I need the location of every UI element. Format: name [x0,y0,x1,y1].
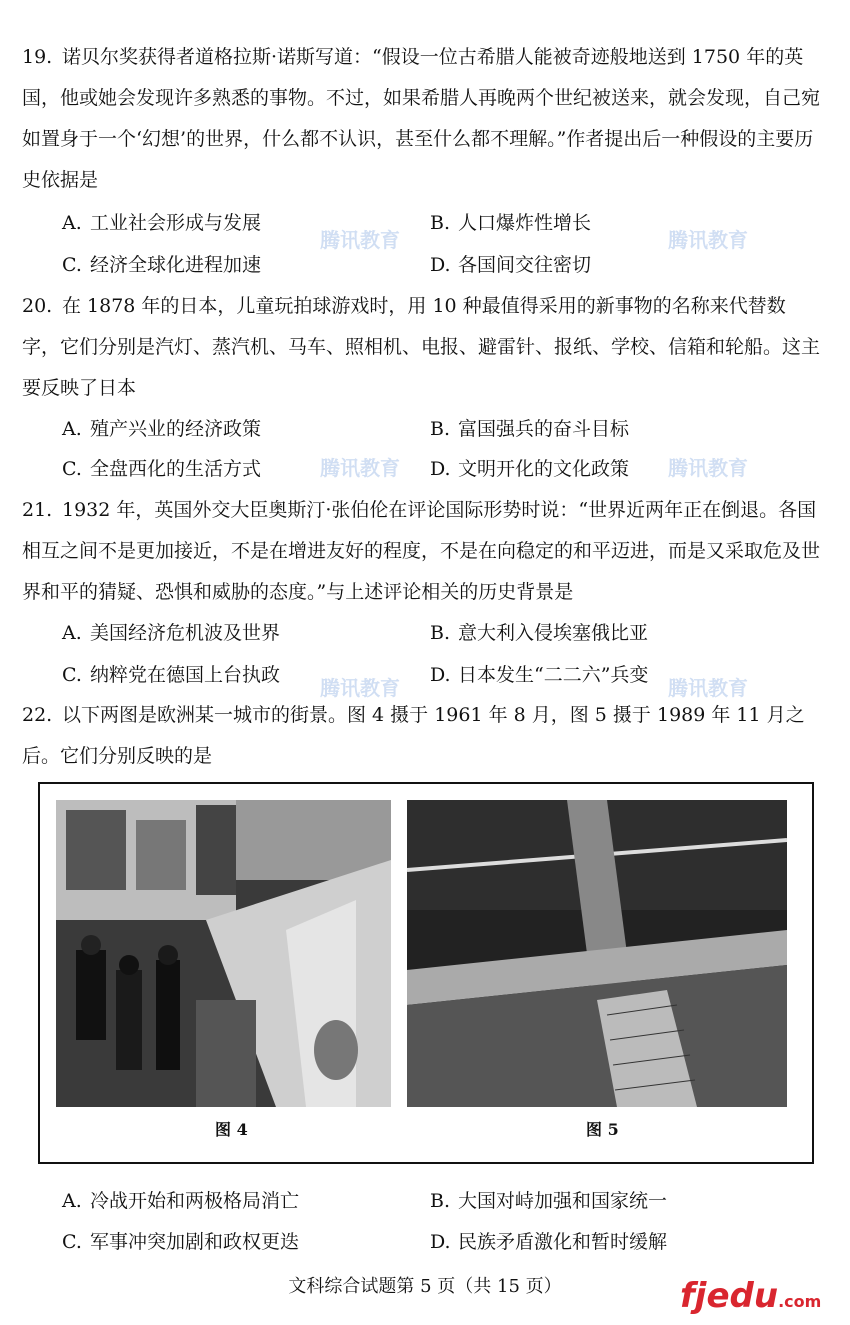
option-text: 全盘西化的生活方式 [90,458,262,480]
option-letter: B. [430,622,451,644]
option-d[interactable] [430,250,591,280]
option-text: 人口爆炸性增长 [458,212,592,234]
page-footer: 文科综合试题第 5 页（共 15 页） [288,1276,562,1297]
question-number: 19. [22,46,53,68]
option-text: 富国强兵的奋斗目标 [458,418,630,440]
question-number: 21. [22,499,53,521]
question-text: 1932 年，英国外交大臣奥斯汀·张伯伦在评论国际形势时说：“世界近两年正在倒退。各国相互之间不是更加接近，不是在增进友好的程度，不是在向稳定的和平迈进，而是又采取危及世界和平的猜疑、恐惧和威胁的态度。”与上述评论相关的历史背景是 [22,499,821,603]
option-text: 美国经济危机波及世界 [90,622,281,644]
figure-panel [38,782,814,1164]
option-a[interactable] [62,414,261,444]
watermark: 腾讯教育 [320,676,400,700]
option-text: 纳粹党在德国上台执政 [90,664,281,686]
option-letter: C. [62,664,82,686]
option-letter: A. [62,622,82,644]
watermark: 腾讯教育 [668,456,748,480]
option-d[interactable] [430,454,629,484]
option-letter: C. [62,458,82,480]
option-text: 大国对峙加强和国家统一 [458,1190,668,1212]
logo-text: fjedu [680,1276,779,1316]
option-a[interactable] [62,208,261,238]
option-letter: C. [62,254,82,276]
option-text: 意大利入侵埃塞俄比亚 [458,622,649,644]
option-text: 殖产兴业的经济政策 [90,418,262,440]
option-c[interactable] [62,660,280,690]
question-19 [22,37,822,201]
option-letter: D. [430,458,451,480]
watermark: 腾讯教育 [320,456,400,480]
option-text: 经济全球化进程加速 [90,254,262,276]
question-21 [22,490,822,613]
option-b[interactable] [430,1186,667,1216]
figure-5-photo [407,800,787,1107]
option-c[interactable] [62,250,261,280]
watermark: 腾讯教育 [668,228,748,252]
option-c[interactable] [62,454,261,484]
option-a[interactable] [62,1186,299,1216]
option-letter: B. [430,418,451,440]
option-c[interactable] [62,1227,299,1257]
question-text: 诺贝尔奖获得者道格拉斯·诺斯写道：“假设一位古希腊人能被奇迹般地送到 1750 年的英国，他或她会发现许多熟悉的事物。不过，如果希腊人再晚两个世纪被送来，就会发现，自己宛如置身于一个‘幻想’的世界，什么都不认识，甚至什么都不理解。”作者提出后一种假设的主要历史依据是 [22,46,821,191]
option-d[interactable] [430,1227,667,1257]
watermark: 腾讯教育 [320,228,400,252]
question-number: 20. [22,295,53,317]
option-text: 民族矛盾激化和暂时缓解 [458,1231,668,1253]
option-text: 军事冲突加剧和政权更迭 [90,1231,300,1253]
question-22 [22,695,822,777]
street-crowd-image [56,800,391,1107]
option-letter: C. [62,1231,82,1253]
option-letter: B. [430,1190,451,1212]
option-b[interactable] [430,618,648,648]
option-letter: D. [430,1231,451,1253]
paving-stones-image [407,800,787,1107]
watermark: 腾讯教育 [668,676,748,700]
option-text: 工业社会形成与发展 [90,212,262,234]
question-20 [22,286,822,409]
question-text: 在 1878 年的日本，儿童玩拍球游戏时，用 10 种最值得采用的新事物的名称来代替数字，它们分别是汽灯、蒸汽机、马车、照相机、电报、避雷针、报纸、学校、信箱和轮船。这主要反映了日本 [22,295,821,399]
option-text: 文明开化的文化政策 [458,458,630,480]
option-letter: A. [62,418,82,440]
option-b[interactable] [430,414,629,444]
question-number: 22. [22,704,53,726]
option-a[interactable] [62,618,280,648]
option-text: 各国间交往密切 [458,254,592,276]
option-b[interactable] [430,208,591,238]
option-letter: A. [62,1190,82,1212]
site-logo [680,1276,821,1316]
figure-4-photo [56,800,391,1107]
option-letter: A. [62,212,82,234]
option-letter: D. [430,254,451,276]
figure-4-caption: 图 4 [215,1120,248,1139]
logo-suffix: .com [778,1292,822,1311]
option-letter: B. [430,212,451,234]
option-text: 冷战开始和两极格局消亡 [90,1190,300,1212]
option-text: 日本发生“二二六”兵变 [458,664,649,686]
figure-5-caption: 图 5 [586,1120,619,1139]
option-d[interactable] [430,660,648,690]
question-text: 以下两图是欧洲某一城市的街景。图 4 摄于 1961 年 8 月，图 5 摄于 1989 年 11 月之后。它们分别反映的是 [22,704,805,767]
option-letter: D. [430,664,451,686]
